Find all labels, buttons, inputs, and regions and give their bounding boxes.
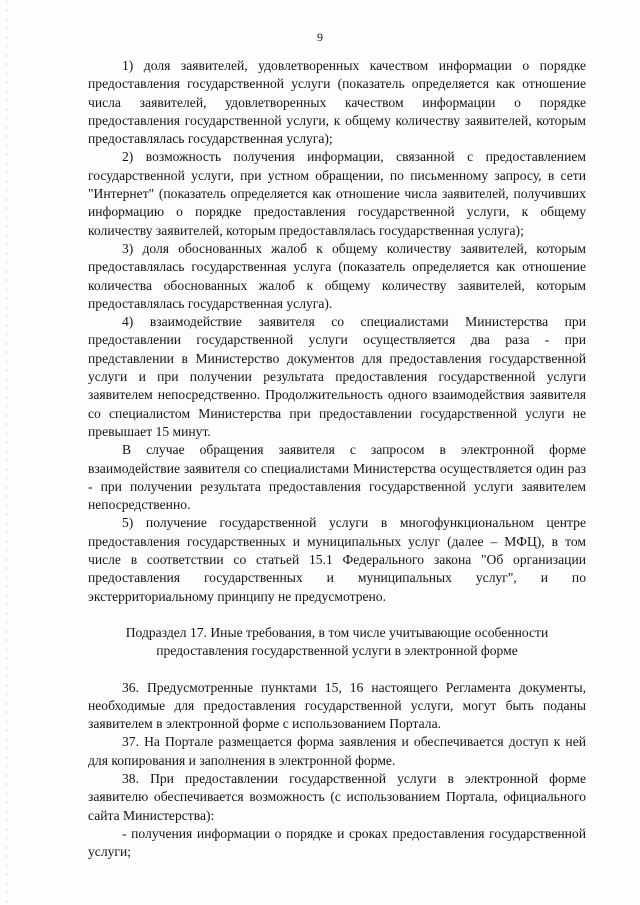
paragraph-indicator-3: 3) доля обоснованных жалоб к общему количеству заявителей, которым предоставлялась государственная услуга (показатель определяется как отношение количества обоснованных жалоб к общему количеству заявителей, которым предоставлялась государственная услуга). bbox=[88, 240, 586, 311]
paragraph-38: 38. При предоставлении государственной услуги в электронной форме заявителю обеспечивается возможность (с использованием Портала, официального сайта Министерства): bbox=[88, 770, 586, 823]
paragraph-indicator-5: 5) получение государственной услуги в многофункциональном центре предоставления государственных и муниципальных услуг (далее – МФЦ), в том числе в соответствии со статьей 15.1 Федерального закона "Об организации предоставления государственных и муниципальных услуг", и по экстерриториальному принципу не предусмотрено. bbox=[88, 515, 586, 604]
section-heading: Подраздел 17. Иные требования, в том числе учитывающие особенности предоставления государственной услуги в электронной форме bbox=[125, 624, 549, 659]
list-item-info: - получения информации о порядке и сроках предоставления государственной услуги; bbox=[88, 825, 586, 860]
paragraph-electronic-request: В случае обращения заявителя с запросом в электронной форме взаимодействие заявителя со специалистами Министерства осуществляется один раз - при получении результата предоставления государственной услуги заявителем непосредственно. bbox=[88, 442, 586, 513]
scan-edge-artifact bbox=[6, 0, 7, 905]
paragraph-indicator-2: 2) возможность получения информации, связанной с предоставлением государственной услуги, при устном обращении, по письменному запросу, в сети "Интернет" (показатель определяется как отношение числа заявителей, получивших информацию о порядке предоставления государственной услуги, к общему количеству заявителей, которым предоставлялась государственная услуга); bbox=[88, 149, 586, 238]
paragraph-37: 37. На Портале размещается форма заявления и обеспечивается доступ к ней для копирования и заполнения в электронной форме. bbox=[88, 734, 586, 768]
paragraph-indicator-1: 1) доля заявителей, удовлетворенных качеством информации о порядке предоставления государственной услуги (показатель определяется как отношение числа заявителей, удовлетворенных качеством информации о порядке предоставления государственной услуги, к общему количеству заявителей, которым предоставлялась государственная услуга); bbox=[88, 58, 586, 147]
paragraph-indicator-4: 4) взаимодействие заявителя со специалистами Министерства при предоставлении государственной услуги осуществляется два раза - при представлении в Министерство документов для предоставления государственной услуги и при получении результата предоставления государственной услуги заявителем непосредственно. Продолжительность одного взаимодействия заявителя со специалистом Министерства при предоставлении государственной услуги не превышает 15 минут. bbox=[88, 314, 586, 439]
document-body bbox=[88, 57, 586, 861]
paragraph-36: 36. Предусмотренные пунктами 15, 16 настоящего Регламента документы, необходимые для предоставления государственной услуги, могут быть поданы заявителем в электронной форме с использованием Портала. bbox=[88, 679, 586, 732]
page-number: 9 bbox=[317, 30, 323, 44]
